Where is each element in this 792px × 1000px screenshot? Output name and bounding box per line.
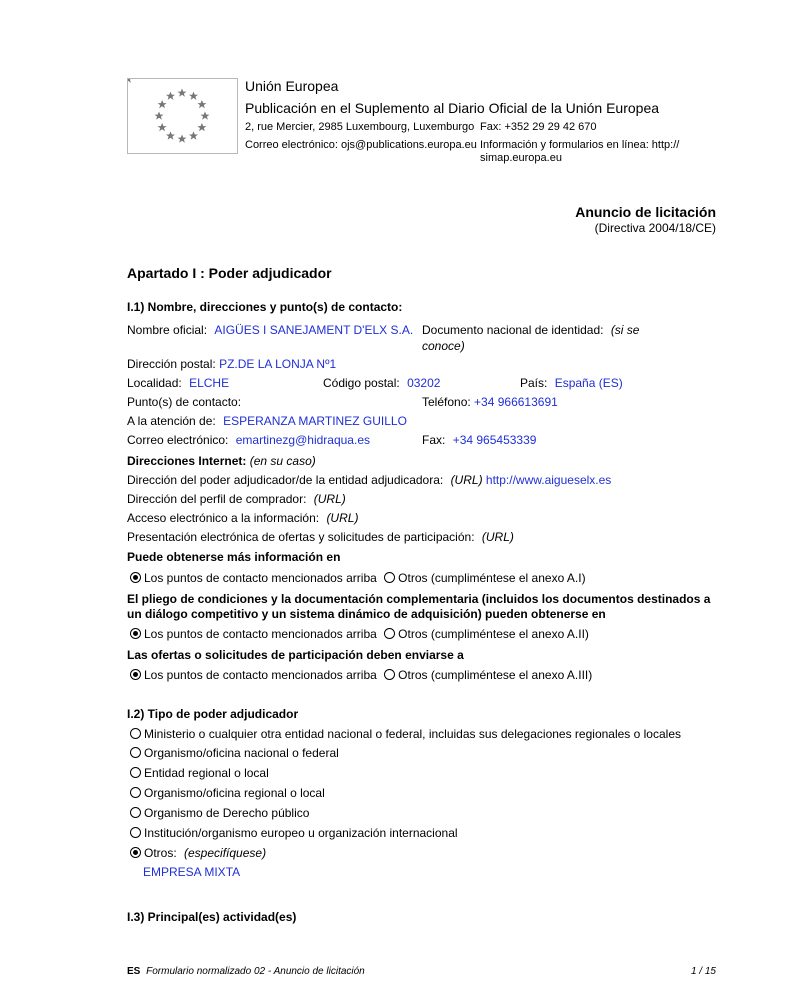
tipo-option [130,746,339,760]
radio-puntos-selected[interactable] [130,572,141,583]
eu-flag-logo [127,78,238,154]
telefono-value: +34 966613691 [474,395,558,409]
i2-heading: I.2) Tipo de poder adjudicador [127,707,299,721]
radio-puntos-selected[interactable] [130,669,141,680]
localidad-value: ELCHE [189,376,230,390]
i1-heading: I.1) Nombre, direcciones y punto(s) de contacto: [127,300,403,314]
tipo-option [130,727,681,741]
radio-puntos-selected[interactable] [130,628,141,639]
nombre-label: Nombre oficial: [127,323,208,337]
pliego-heading-2: un diálogo competitivo y un sistema dinámico de adquisición) pueden obtenerse en [127,607,606,621]
opt-otros-label: Otros (cumpliméntese el anexo A.I) [398,571,586,585]
url-tag: (URL) [450,473,483,487]
puntos-label: Punto(s) de contacto: [127,395,242,409]
pliego-options [130,627,589,641]
acceso-row [127,511,358,525]
internet-row [127,454,316,468]
correo-value[interactable]: emartinezg@hidraqua.es [235,433,370,447]
doc-subtitle: (Directiva 2004/18/CE) [594,221,716,235]
header-info-line2: simap.europa.eu [480,152,562,164]
atencion-row [127,414,407,428]
doc-id-note2: conoce) [422,339,465,353]
direccion-row [127,357,336,371]
otros-label: Otros: [144,846,177,860]
tipo-label: Institución/organismo europeo u organización internacional [144,826,458,840]
header-org: Unión Europea [245,78,339,94]
radio-tipo[interactable] [130,827,141,838]
url-tag: (URL) [481,530,514,544]
tipo-label: Organismo de Derecho público [144,806,310,820]
internet-label: Direcciones Internet: [127,454,247,468]
mas-info-options [130,571,586,585]
tipo-option [130,786,325,800]
radio-otros[interactable] [384,669,395,680]
otros-value: EMPRESA MIXTA [143,865,241,879]
telefono-label: Teléfono: [422,395,471,409]
pais-row [520,376,623,390]
perfil-label: Dirección del perfil de comprador: [127,492,307,506]
tipo-label: Ministerio o cualquier otra entidad nacional o federal, incluidas sus delegaciones regionales o locales [144,727,681,741]
internet-note: (en su caso) [249,454,316,468]
correo-row [127,433,370,447]
ofertas-options [130,668,592,682]
header-email: Correo electrónico: ojs@publications.europa.eu [245,139,477,151]
pais-label: País: [520,376,548,390]
acceso-label: Acceso electrónico a la información: [127,511,320,525]
header-info-line1: Información y formularios en línea: http:// [480,139,680,151]
opt-puntos-label: Los puntos de contacto mencionados arriba [144,668,377,682]
localidad-row [127,376,229,390]
doc-id-note1: (si se [610,323,640,337]
header-address: 2, rue Mercier, 2985 Luxembourg, Luxemburgo [245,121,475,133]
mas-info-heading: Puede obtenerse más información en [127,550,341,564]
radio-tipo[interactable] [130,747,141,758]
footer-page: 1 / 15 [690,966,716,977]
eu-stars-icon [128,79,237,153]
ofertas-heading: Las ofertas o solicitudes de participación deben enviarse a [127,648,464,662]
url-tag: (URL) [326,511,359,525]
cp-label: Código postal: [323,376,400,390]
correo-label: Correo electrónico: [127,433,229,447]
header-fax: Fax: +352 29 29 42 670 [480,121,597,133]
doc-title: Anuncio de licitación [575,204,716,220]
radio-tipo[interactable] [130,787,141,798]
tipo-label: Entidad regional o local [144,766,269,780]
atencion-label: A la atención de: [127,414,216,428]
doc-id-label: Documento nacional de identidad: [422,323,604,337]
tipo-label: Organismo/oficina regional o local [144,786,325,800]
footer-lang: ES [127,966,141,977]
direccion-value: PZ.DE LA LONJA Nº1 [219,357,337,371]
fax-value: +34 965453339 [452,433,537,447]
tipo-option-otros [130,846,266,860]
cp-row [323,376,440,390]
radio-tipo[interactable] [130,728,141,739]
tipo-label: Organismo/oficina nacional o federal [144,746,339,760]
section-heading: Apartado I : Poder adjudicador [127,265,332,281]
header-publication: Publicación en el Suplemento al Diario Oficial de la Unión Europea [245,100,660,116]
cp-value: 03202 [407,376,441,390]
radio-otros[interactable] [384,628,395,639]
dir-poder-label: Dirección del poder adjudicador/de la entidad adjudicadora: [127,473,444,487]
dir-poder-row [127,473,611,487]
radio-tipo[interactable] [130,767,141,778]
fax-row [422,433,536,447]
telefono-row [422,395,558,409]
perfil-row [127,492,346,506]
pais-value: España (ES) [554,376,623,390]
doc-id-row [422,323,639,337]
footer-form: Formulario normalizado 02 - Anuncio de licitación [146,966,365,977]
radio-otros[interactable] [384,572,395,583]
opt-otros-label: Otros (cumpliméntese el anexo A.II) [398,627,589,641]
tipo-option [130,766,269,780]
direccion-label: Dirección postal: [127,357,216,371]
presentacion-label: Presentación electrónica de ofertas y solicitudes de participación: [127,530,475,544]
pliego-heading-1: El pliego de condiciones y la documentación complementaria (incluidos los documentos destinados a [127,592,711,606]
otros-note: (especifíquese) [184,846,267,860]
fax-label: Fax: [422,433,446,447]
nombre-row [127,323,413,337]
radio-tipo-otros-selected[interactable] [130,847,141,858]
radio-tipo[interactable] [130,807,141,818]
opt-puntos-label: Los puntos de contacto mencionados arriba [144,627,377,641]
i3-heading: I.3) Principal(es) actividad(es) [127,910,297,924]
opt-puntos-label: Los puntos de contacto mencionados arriba [144,571,377,585]
localidad-label: Localidad: [127,376,182,390]
footer-left [127,966,365,977]
url-tag: (URL) [313,492,346,506]
tipo-option [130,806,309,820]
nombre-value: AIGÜES I SANEJAMENT D'ELX S.A. [214,323,414,337]
atencion-value: ESPERANZA MARTINEZ GUILLO [223,414,407,428]
tipo-option [130,826,458,840]
dir-poder-value[interactable]: http://www.aigueselx.es [485,473,612,487]
presentacion-row [127,530,514,544]
opt-otros-label: Otros (cumpliméntese el anexo A.III) [398,668,593,682]
